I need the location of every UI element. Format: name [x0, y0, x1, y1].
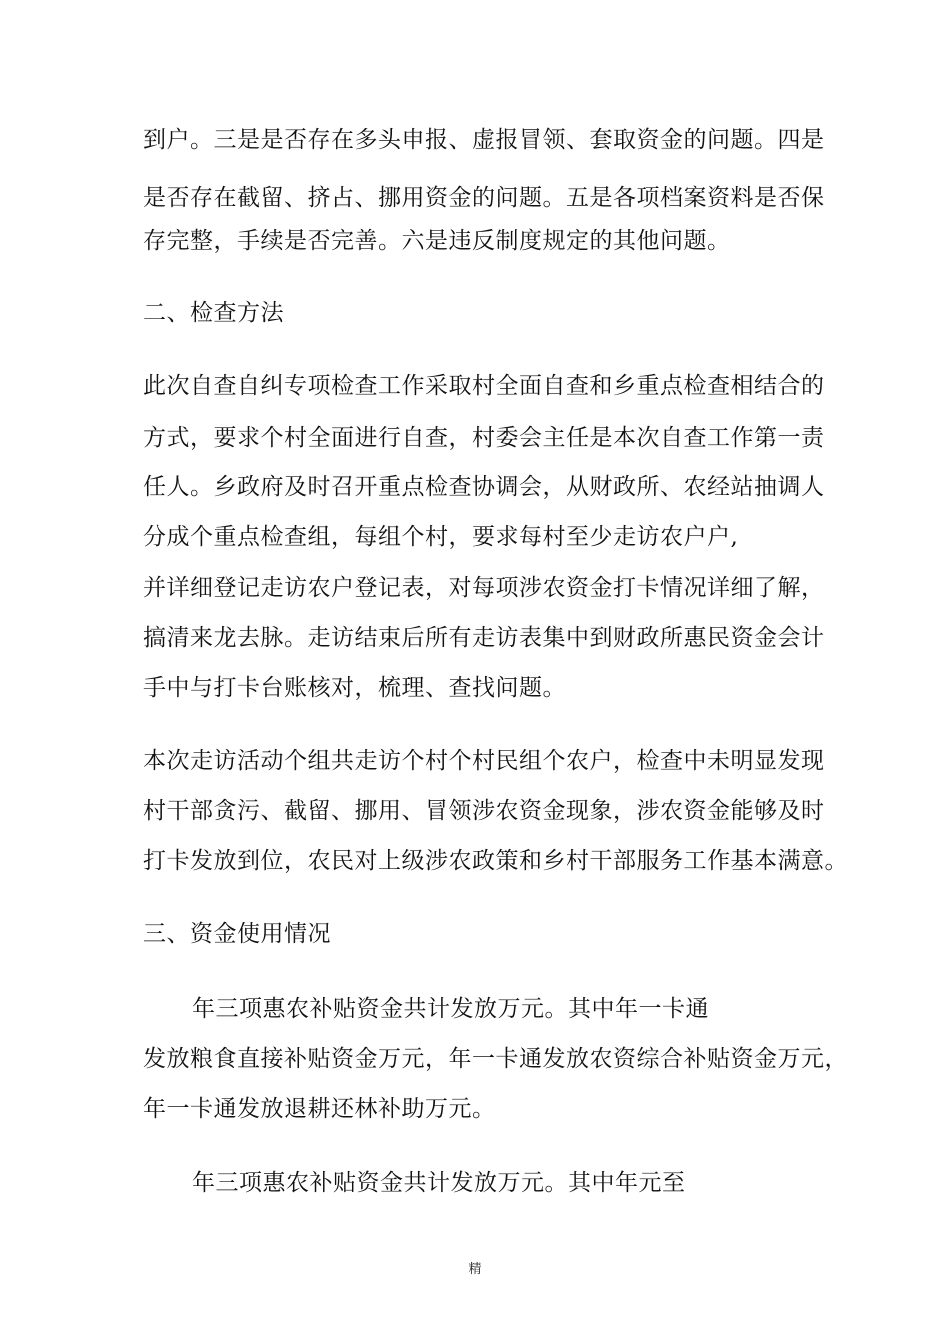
- p5-line-1: 年三项惠农补贴资金共计发放万元。其中年元至: [192, 1170, 686, 1196]
- p4-line-1: 年三项惠农补贴资金共计发放万元。其中年一卡通: [192, 996, 709, 1022]
- p2-line-3: 任人。乡政府及时召开重点检查协调会，从财政所、农经站抽调人: [143, 474, 825, 500]
- p1-line-2: 是否存在截留、挤占、挪用资金的问题。五是各项档案资料是否保: [143, 185, 825, 211]
- p3-line-2: 村干部贪污、截留、挪用、冒领涉农资金现象，涉农资金能够及时: [143, 798, 825, 824]
- p2-line-2: 方式，要求个村全面进行自查，村委会主任是本次自查工作第一责: [143, 425, 825, 451]
- p4-line-3: 年一卡通发放退耕还林补助万元。: [143, 1096, 496, 1122]
- p3-line-3: 打卡发放到位，农民对上级涉农政策和乡村干部服务工作基本满意。: [143, 848, 848, 874]
- p1-line-3: 存完整，手续是否完善。六是违反制度规定的其他问题。: [143, 228, 731, 254]
- p2-line-4: 分成个重点检查组，每组个村，要求每村至少走访农户户,: [143, 524, 739, 550]
- heading-fund-usage: 三、资金使用情况: [143, 921, 331, 947]
- p2-line-5: 并详细登记走访农户登记表，对每项涉农资金打卡情况详细了解，: [143, 575, 825, 601]
- p2-line-1: 此次自查自纠专项检查工作采取村全面自查和乡重点检查相结合的: [143, 373, 825, 399]
- p2-line-7: 手中与打卡台账核对，梳理、查找问题。: [143, 675, 566, 701]
- heading-inspection-method: 二、检查方法: [143, 300, 284, 326]
- p3-line-1: 本次走访活动个组共走访个村个村民组个农户，检查中未明显发现: [143, 748, 825, 774]
- p1-line-1: 到户。三是是否存在多头申报、虚报冒领、套取资金的问题。四是: [143, 127, 825, 153]
- p2-line-6: 搞清来龙去脉。走访结束后所有走访表集中到财政所惠民资金会计: [143, 625, 825, 651]
- page-footer: 精: [468, 1262, 482, 1277]
- p4-line-2: 发放粮食直接补贴资金万元，年一卡通发放农资综合补贴资金万元，: [143, 1046, 848, 1072]
